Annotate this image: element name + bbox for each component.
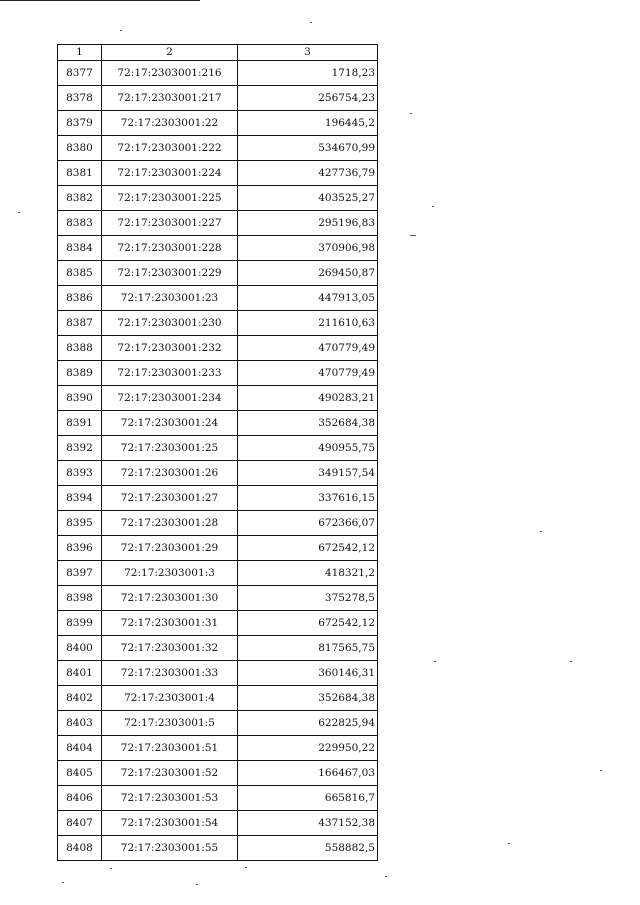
table-row <box>58 661 378 686</box>
value-cell: 534670,99 <box>238 136 378 161</box>
row-number-cell: 8405 <box>58 761 102 786</box>
table-row <box>58 336 378 361</box>
row-number-cell: 8385 <box>58 261 102 286</box>
row-number-cell: 8402 <box>58 686 102 711</box>
cadastral-number-cell: 72:17:2303001:224 <box>102 161 238 186</box>
scan-speck <box>245 867 247 868</box>
table-row <box>58 161 378 186</box>
value-cell: 817565,75 <box>238 636 378 661</box>
scan-speck <box>540 531 542 532</box>
value-cell: 470779,49 <box>238 336 378 361</box>
table-row <box>58 411 378 436</box>
scan-speck <box>432 206 434 207</box>
value-cell: 427736,79 <box>238 161 378 186</box>
scan-speck <box>385 876 387 877</box>
cadastral-number-cell: 72:17:2303001:217 <box>102 86 238 111</box>
scan-speck <box>570 661 572 662</box>
cadastral-number-cell: 72:17:2303001:33 <box>102 661 238 686</box>
table-row <box>58 386 378 411</box>
cadastral-number-cell: 72:17:2303001:229 <box>102 261 238 286</box>
cadastral-number-cell: 72:17:2303001:5 <box>102 711 238 736</box>
table-row <box>58 711 378 736</box>
scan-speck <box>310 22 312 23</box>
row-number-cell: 8395 <box>58 511 102 536</box>
cadastral-number-cell: 72:17:2303001:55 <box>102 836 238 861</box>
row-number-cell: 8387 <box>58 311 102 336</box>
value-cell: 211610,63 <box>238 311 378 336</box>
value-cell: 490283,21 <box>238 386 378 411</box>
cadastral-number-cell: 72:17:2303001:3 <box>102 561 238 586</box>
cadastral-number-cell: 72:17:2303001:53 <box>102 786 238 811</box>
row-number-cell: 8384 <box>58 236 102 261</box>
cadastral-number-cell: 72:17:2303001:232 <box>102 336 238 361</box>
table-row <box>58 236 378 261</box>
row-number-cell: 8378 <box>58 86 102 111</box>
row-number-cell: 8399 <box>58 611 102 636</box>
table-row <box>58 286 378 311</box>
cadastral-number-cell: 72:17:2303001:230 <box>102 311 238 336</box>
scan-speck <box>434 661 436 662</box>
table-row <box>58 811 378 836</box>
scan-speck <box>196 884 198 885</box>
value-cell: 352684,38 <box>238 686 378 711</box>
row-number-cell: 8403 <box>58 711 102 736</box>
cadastral-number-cell: 72:17:2303001:227 <box>102 211 238 236</box>
value-cell: 403525,27 <box>238 186 378 211</box>
scan-speck <box>110 868 112 869</box>
table-row <box>58 611 378 636</box>
column-header-2: 2 <box>102 45 238 61</box>
row-number-cell: 8398 <box>58 586 102 611</box>
table-row <box>58 111 378 136</box>
row-number-cell: 8383 <box>58 211 102 236</box>
row-number-cell: 8404 <box>58 736 102 761</box>
table-row <box>58 186 378 211</box>
value-cell: 352684,38 <box>238 411 378 436</box>
scan-speck <box>508 843 510 844</box>
cadastral-number-cell: 72:17:2303001:31 <box>102 611 238 636</box>
cadastral-number-cell: 72:17:2303001:233 <box>102 361 238 386</box>
row-number-cell: 8397 <box>58 561 102 586</box>
scan-speck <box>120 30 122 31</box>
row-number-cell: 8389 <box>58 361 102 386</box>
row-number-cell: 8380 <box>58 136 102 161</box>
scan-speck <box>410 113 412 114</box>
table-body <box>58 61 378 861</box>
table-row <box>58 511 378 536</box>
cadastral-number-cell: 72:17:2303001:22 <box>102 111 238 136</box>
cadastral-number-cell: 72:17:2303001:51 <box>102 736 238 761</box>
row-number-cell: 8391 <box>58 411 102 436</box>
value-cell: 166467,03 <box>238 761 378 786</box>
table-row <box>58 536 378 561</box>
table-row <box>58 211 378 236</box>
table-row <box>58 836 378 861</box>
value-cell: 447913,05 <box>238 286 378 311</box>
cadastral-number-cell: 72:17:2303001:29 <box>102 536 238 561</box>
row-number-cell: 8388 <box>58 336 102 361</box>
table-row <box>58 436 378 461</box>
table-row <box>58 136 378 161</box>
row-number-cell: 8408 <box>58 836 102 861</box>
row-number-cell: 8392 <box>58 436 102 461</box>
table-row <box>58 486 378 511</box>
table-row <box>58 736 378 761</box>
row-number-cell: 8394 <box>58 486 102 511</box>
cadastral-number-cell: 72:17:2303001:27 <box>102 486 238 511</box>
value-cell: 558882,5 <box>238 836 378 861</box>
cadastral-number-cell: 72:17:2303001:32 <box>102 636 238 661</box>
table-row <box>58 561 378 586</box>
value-cell: 295196,83 <box>238 211 378 236</box>
cadastral-number-cell: 72:17:2303001:25 <box>102 436 238 461</box>
value-cell: 665816,7 <box>238 786 378 811</box>
value-cell: 672366,07 <box>238 511 378 536</box>
cadastral-number-cell: 72:17:2303001:228 <box>102 236 238 261</box>
value-cell: 418321,2 <box>238 561 378 586</box>
row-number-cell: 8393 <box>58 461 102 486</box>
table-row <box>58 461 378 486</box>
value-cell: 375278,5 <box>238 586 378 611</box>
table-row <box>58 61 378 86</box>
table-header-row <box>58 45 378 61</box>
table-row <box>58 786 378 811</box>
value-cell: 360146,31 <box>238 661 378 686</box>
value-cell: 437152,38 <box>238 811 378 836</box>
value-cell: 672542,12 <box>238 536 378 561</box>
value-cell: 269450,87 <box>238 261 378 286</box>
row-number-cell: 8386 <box>58 286 102 311</box>
table-header <box>58 45 378 61</box>
row-number-cell: 8406 <box>58 786 102 811</box>
table-row <box>58 636 378 661</box>
column-header-1: 1 <box>58 45 102 61</box>
cadastral-number-cell: 72:17:2303001:26 <box>102 461 238 486</box>
table-row <box>58 761 378 786</box>
table-row <box>58 361 378 386</box>
row-number-cell: 8379 <box>58 111 102 136</box>
row-number-cell: 8377 <box>58 61 102 86</box>
scan-edge-line <box>0 0 200 1</box>
cadastral-number-cell: 72:17:2303001:28 <box>102 511 238 536</box>
cadastral-value-table <box>57 44 378 861</box>
cadastral-number-cell: 72:17:2303001:216 <box>102 61 238 86</box>
scan-speck <box>410 235 416 236</box>
row-number-cell: 8401 <box>58 661 102 686</box>
row-number-cell: 8382 <box>58 186 102 211</box>
value-cell: 256754,23 <box>238 86 378 111</box>
table-row <box>58 311 378 336</box>
value-cell: 1718,23 <box>238 61 378 86</box>
table-row <box>58 586 378 611</box>
row-number-cell: 8396 <box>58 536 102 561</box>
value-cell: 337616,15 <box>238 486 378 511</box>
value-cell: 672542,12 <box>238 611 378 636</box>
value-cell: 349157,54 <box>238 461 378 486</box>
value-cell: 490955,75 <box>238 436 378 461</box>
cadastral-number-cell: 72:17:2303001:24 <box>102 411 238 436</box>
cadastral-number-cell: 72:17:2303001:4 <box>102 686 238 711</box>
scan-speck <box>18 212 20 213</box>
row-number-cell: 8381 <box>58 161 102 186</box>
scan-speck <box>600 770 602 771</box>
value-cell: 470779,49 <box>238 361 378 386</box>
cadastral-number-cell: 72:17:2303001:23 <box>102 286 238 311</box>
row-number-cell: 8407 <box>58 811 102 836</box>
cadastral-number-cell: 72:17:2303001:52 <box>102 761 238 786</box>
table-row <box>58 261 378 286</box>
value-cell: 370906,98 <box>238 236 378 261</box>
cadastral-number-cell: 72:17:2303001:54 <box>102 811 238 836</box>
scan-speck <box>62 882 64 883</box>
table-row <box>58 86 378 111</box>
cadastral-number-cell: 72:17:2303001:234 <box>102 386 238 411</box>
row-number-cell: 8390 <box>58 386 102 411</box>
row-number-cell: 8400 <box>58 636 102 661</box>
table-row <box>58 686 378 711</box>
value-cell: 622825,94 <box>238 711 378 736</box>
cadastral-number-cell: 72:17:2303001:30 <box>102 586 238 611</box>
cadastral-number-cell: 72:17:2303001:222 <box>102 136 238 161</box>
cadastral-number-cell: 72:17:2303001:225 <box>102 186 238 211</box>
value-cell: 229950,22 <box>238 736 378 761</box>
column-header-3: 3 <box>238 45 378 61</box>
value-cell: 196445,2 <box>238 111 378 136</box>
